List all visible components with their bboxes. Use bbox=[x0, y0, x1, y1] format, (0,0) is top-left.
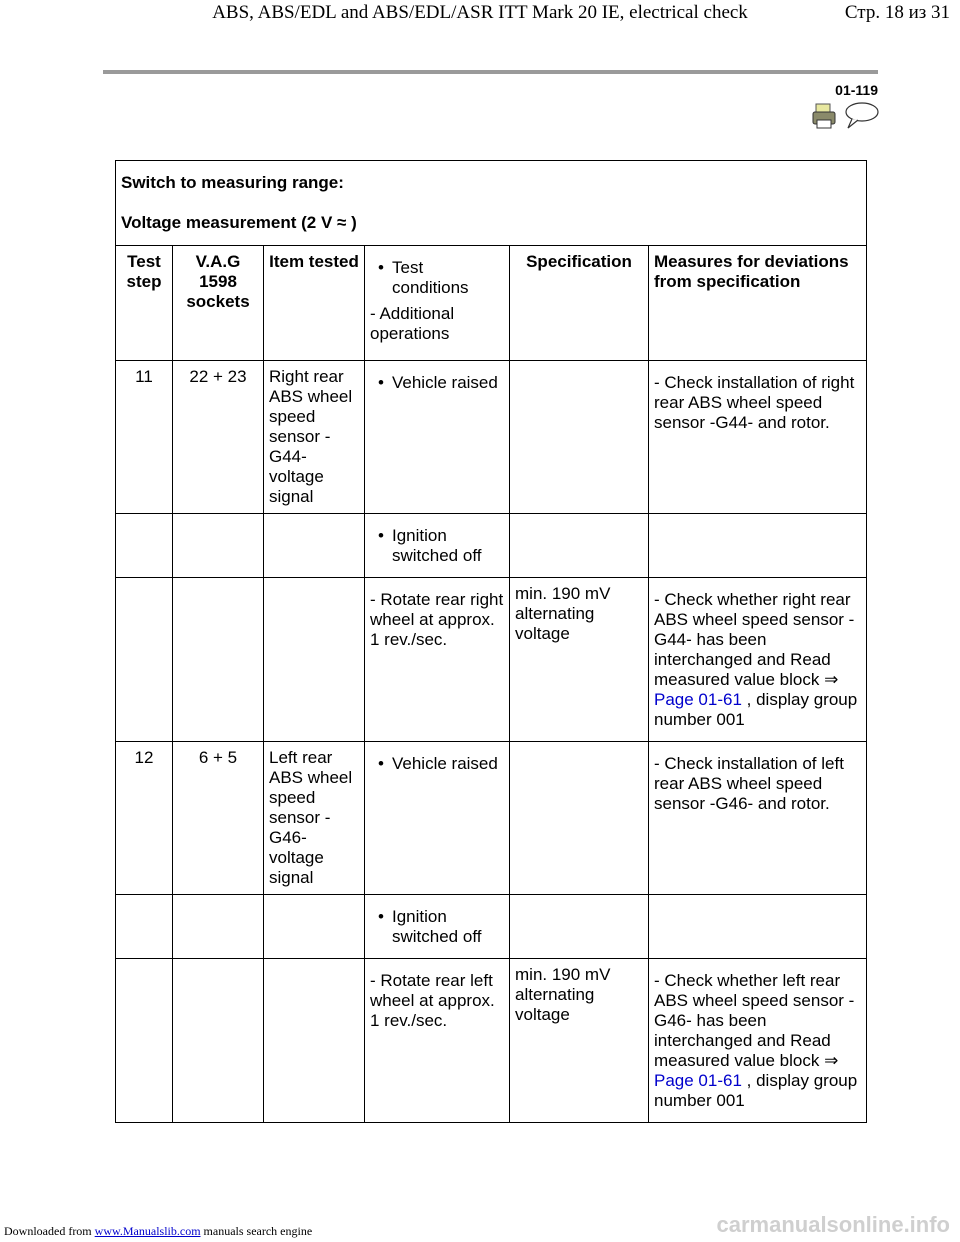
test-condition: Vehicle raised bbox=[392, 373, 498, 392]
measuring-range-label: Switch to measuring range: bbox=[121, 173, 344, 192]
speech-bubble-icon[interactable] bbox=[846, 103, 878, 128]
header-rule bbox=[103, 70, 878, 74]
voltage-measurement-label: Voltage measurement (2 V ≈ ) bbox=[121, 213, 357, 232]
watermark: carmanualsonline.info bbox=[716, 1212, 950, 1237]
manualslib-link[interactable]: www.Manualslib.com bbox=[94, 1224, 201, 1238]
bullet-icon: • bbox=[378, 526, 384, 545]
page-link[interactable]: Page 01-61 bbox=[654, 1071, 742, 1090]
measure: - Check installation of right rear ABS wheel speed sensor -G44- and rotor. bbox=[654, 373, 855, 432]
specification: min. 190 mV alternating voltage bbox=[510, 578, 649, 742]
header-item-tested: Item tested bbox=[264, 246, 365, 361]
specification bbox=[510, 361, 649, 514]
header-measures: Measures for deviations from specification bbox=[649, 246, 867, 361]
printer-icon[interactable] bbox=[813, 104, 835, 128]
table-row bbox=[116, 959, 867, 1123]
header-additional-operations: - Additional operations bbox=[370, 304, 455, 343]
specification: min. 190 mV alternating voltage bbox=[510, 959, 649, 1123]
bullet-icon: • bbox=[378, 907, 384, 926]
table-row bbox=[116, 578, 867, 742]
sockets: 22 + 23 bbox=[173, 361, 264, 514]
table-row bbox=[116, 361, 867, 514]
page-counter: Стр. 18 из 31 bbox=[844, 2, 950, 23]
header-specification: Specification bbox=[510, 246, 649, 361]
bullet-icon: • bbox=[378, 373, 384, 392]
page-link[interactable]: Page 01-61 bbox=[654, 690, 742, 709]
measurement-table bbox=[115, 160, 867, 1123]
table-intro bbox=[116, 161, 867, 246]
table-row bbox=[116, 742, 867, 895]
item-tested: Right rear ABS wheel speed sensor -G44- voltage signal bbox=[264, 361, 365, 514]
test-condition: Ignition switched off bbox=[392, 526, 482, 565]
header-conditions bbox=[365, 246, 510, 361]
item-tested: Left rear ABS wheel speed sensor -G46- voltage signal bbox=[264, 742, 365, 895]
page-code: 01-119 bbox=[835, 82, 878, 98]
measure: - Check whether left rear ABS wheel speed sensor -G46- has been interchanged and Read measured value block ⇒ Page 01-61 , display group number 001 bbox=[654, 971, 858, 1110]
table-row bbox=[116, 514, 867, 578]
header-test-conditions: Test conditions bbox=[392, 258, 469, 297]
test-condition: Ignition switched off bbox=[392, 907, 482, 946]
header-sockets: V.A.G 1598 sockets bbox=[173, 246, 264, 361]
download-footer: Downloaded from www.Manualslib.com manuals search engine bbox=[4, 1224, 313, 1238]
bullet-icon: • bbox=[378, 754, 384, 773]
header-test-step: Test step bbox=[116, 246, 173, 361]
measure: - Check whether right rear ABS wheel speed sensor -G44- has been interchanged and Read measured value block ⇒ Page 01-61 , display group number 001 bbox=[654, 590, 858, 729]
additional-operation: - Rotate rear right wheel at approx. 1 rev./sec. bbox=[370, 590, 504, 649]
measure: - Check installation of left rear ABS wheel speed sensor -G46- and rotor. bbox=[654, 754, 844, 813]
toolbar-icons bbox=[812, 102, 882, 130]
bullet-icon: • bbox=[378, 258, 384, 277]
test-step: 12 bbox=[116, 742, 173, 895]
sockets: 6 + 5 bbox=[173, 742, 264, 895]
document-title: ABS, ABS/EDL and ABS/EDL/ASR ITT Mark 20 IE, electrical check bbox=[212, 2, 748, 23]
test-condition: Vehicle raised bbox=[392, 754, 498, 773]
additional-operation: - Rotate rear left wheel at approx. 1 rev./sec. bbox=[370, 971, 495, 1030]
test-step: 11 bbox=[116, 361, 173, 514]
table-row bbox=[116, 895, 867, 959]
